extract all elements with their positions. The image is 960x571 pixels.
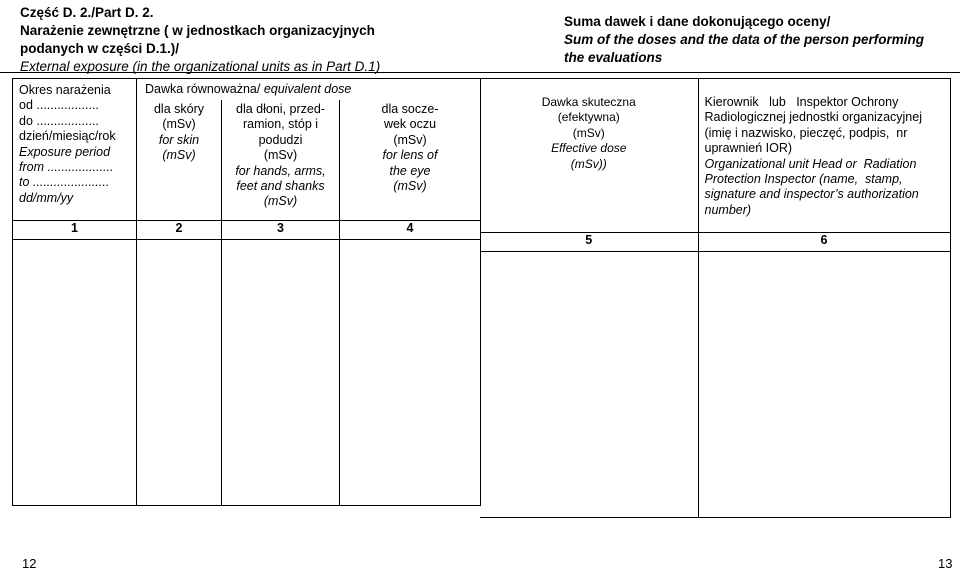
hands-unit-en: (mSv) — [263, 194, 298, 209]
eye-label-en-2: the eye — [389, 163, 431, 178]
column-number: 2 — [137, 221, 222, 240]
period-label-en: Exposure period — [19, 144, 111, 159]
hands-dose-header — [222, 100, 340, 221]
column-number: 3 — [222, 221, 340, 240]
right-page-header — [564, 13, 924, 67]
effective-dose-entry-cell[interactable] — [480, 252, 698, 518]
inspector-header — [698, 79, 950, 233]
hands-unit-pl: (mSv) — [263, 148, 298, 163]
header-line-en: External exposure (in the organizational units as in Part D.1) — [20, 59, 381, 74]
column-number: 4 — [340, 221, 481, 240]
hands-label-en-1: for hands, arms, — [235, 163, 326, 178]
eye-dose-header — [340, 100, 481, 221]
skin-unit-en: (mSv) — [162, 148, 196, 163]
summary-title-en-2: the evaluations — [564, 50, 663, 65]
period-format-pl: dzień/miesiąc/rok — [19, 129, 116, 144]
header-rule — [480, 72, 960, 73]
effective-dose-label-pl-1: Dawka skuteczna — [541, 95, 636, 109]
page-number: 12 — [22, 556, 37, 571]
skin-label-pl: dla skóry — [153, 102, 205, 116]
period-to-en: to ...................... — [19, 175, 110, 190]
column-number: 5 — [480, 233, 698, 252]
effective-dose-unit-pl: (mSv) — [572, 125, 605, 140]
effective-dose-label-en: Effective dose — [551, 141, 627, 156]
inspector-label-en-2: Protection Inspector (name, stamp, — [704, 172, 903, 187]
header-line-pl-1: Narażenie zewnętrzne ( w jednostkach organizacyjnych — [20, 23, 375, 38]
period-label-pl: Okres narażenia — [19, 83, 111, 97]
skin-label-en: for skin — [158, 132, 200, 147]
hands-label-pl-1: dla dłoni, przed- — [236, 102, 325, 116]
eye-label-pl-2: wek oczu — [383, 117, 437, 132]
period-from-en: from ................... — [19, 160, 114, 175]
period-format-en: dd/mm/yy — [19, 190, 74, 205]
summary-title-en-1: Sum of the doses and the data of the person performing — [564, 32, 925, 47]
period-entry-cell[interactable] — [13, 240, 137, 506]
exposure-period-cell[interactable] — [13, 79, 137, 221]
hands-label-pl-3: podudzi — [258, 132, 303, 147]
column-number: 1 — [13, 221, 137, 240]
part-title: Część D. 2./Part D. 2. — [20, 5, 154, 20]
dose-header-pl: Dawka równoważna/ — [145, 82, 261, 96]
period-from-pl: od .................. — [19, 98, 99, 113]
dose-header-en: equivalent dose — [260, 82, 352, 96]
inspector-entry-cell[interactable] — [698, 252, 950, 518]
inspector-label-en-4: number) — [704, 202, 752, 217]
effective-dose-header — [480, 79, 698, 233]
equivalent-dose-header — [137, 79, 481, 101]
effective-dose-label-pl-2: (efektywna) — [557, 110, 620, 125]
inspector-label-en-1: Organizational unit Head or Radiation — [704, 156, 917, 171]
right-page — [480, 0, 960, 571]
summary-title-pl: Suma dawek i dane dokonującego oceny/ — [564, 14, 831, 29]
header-line-pl-2: podanych w części D.1.)/ — [20, 41, 180, 56]
eye-dose-entry-cell[interactable] — [340, 240, 481, 506]
hands-label-en-2: feet and shanks — [236, 179, 325, 194]
skin-dose-entry-cell[interactable] — [137, 240, 222, 506]
page-number: 13 — [938, 556, 953, 571]
hands-label-pl-2: ramion, stóp i — [242, 117, 319, 132]
eye-unit-pl: (mSv) — [393, 132, 427, 147]
skin-dose-header — [137, 100, 222, 221]
inspector-label-pl-4: uprawnień IOR) — [704, 141, 793, 156]
hands-dose-entry-cell[interactable] — [222, 240, 340, 506]
eye-unit-en: (mSv) — [393, 179, 427, 194]
eye-label-en-1: for lens of — [382, 148, 438, 163]
inspector-label-en-3: signature and inspector’s authorization — [704, 187, 919, 202]
eye-label-pl-1: dla socze- — [381, 102, 439, 116]
period-to-pl: do .................. — [19, 113, 99, 128]
inspector-label-pl-3: (imię i nazwisko, pieczęć, podpis, nr — [704, 125, 908, 140]
header-rule — [0, 72, 480, 73]
skin-unit-pl: (mSv) — [162, 117, 196, 132]
inspector-label-pl-2: Radiologicznej jednostki organizacyjnej — [704, 110, 922, 125]
column-number: 6 — [698, 233, 950, 252]
inspector-label-pl-1: Kierownik lub Inspektor Ochrony — [704, 95, 899, 109]
left-page-header — [20, 4, 380, 76]
exposure-table — [12, 78, 481, 506]
effective-dose-unit-en: (mSv)) — [570, 156, 607, 171]
summary-table — [480, 78, 951, 518]
